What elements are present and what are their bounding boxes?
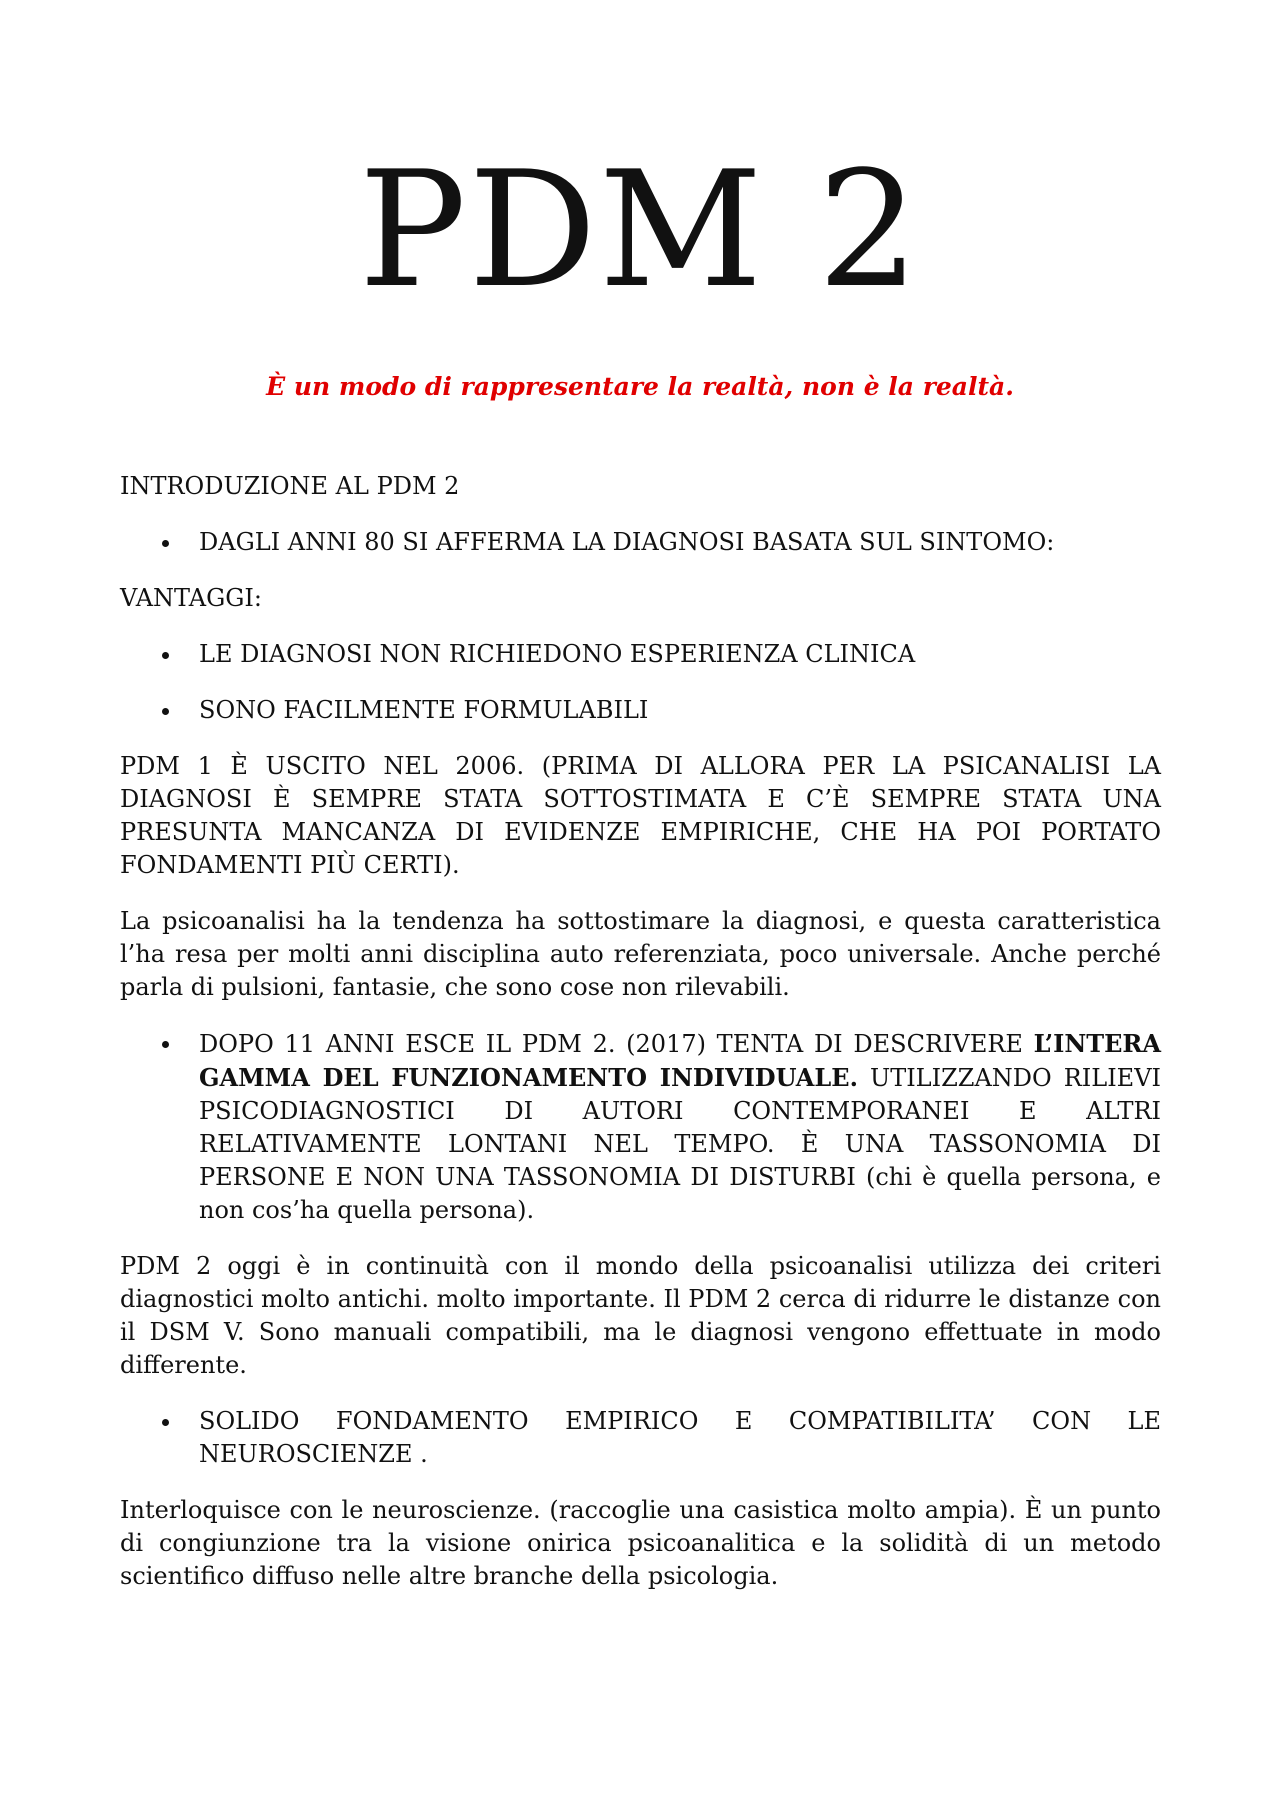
intro-heading: INTRODUZIONE AL PDM 2 [120, 472, 460, 500]
bullet-icon [162, 652, 169, 659]
paragraph-pdm1: PDM 1 È USCITO NEL 2006. (PRIMA DI ALLORA PER LA PSICANALISI LA DIAGNOSI È SEMPRE STATA SOTTOSTIMATA E C’È SEMPRE STATA UNA PRESUNTA MANCANZA DI EVIDENZE EMPIRICHE, CHE HA POI PORTATO FONDAMENTI PIÙ CERTI). [120, 752, 1161, 879]
bullet-list-pdm2 [120, 1027, 1161, 1227]
bullet-icon [162, 1041, 169, 1048]
paragraph-interloquisce: Interloquisce con le neuroscienze. (raccoglie una casistica molto ampia). È un punto di congiunzione tra la visione onirica psicoanalitica e la solidità di un metodo scientifico diffuso nelle altre branche della psicologia. [120, 1496, 1161, 1590]
list-item [199, 526, 1161, 559]
list-item-text: SONO FACILMENTE FORMULABILI [199, 696, 649, 724]
list-item-text: DAGLI ANNI 80 SI AFFERMA LA DIAGNOSI BASATA SUL SINTOMO: [199, 528, 1055, 556]
list-item [199, 694, 1161, 727]
bullet-icon [162, 1419, 169, 1426]
page-title: PDM 2 [358, 136, 922, 323]
bullet-list-solido [120, 1405, 1161, 1471]
bullet-list-intro [120, 526, 1161, 559]
list-item [199, 1405, 1161, 1471]
list-item-text: SOLIDO FONDAMENTO EMPIRICO E COMPATIBILITA’ CON LE NEUROSCIENZE . [199, 1407, 1161, 1468]
paragraph-pdm2-oggi: PDM 2 oggi è in continuità con il mondo della psicoanalisi utilizza dei criteri diagnostici molto antichi. molto importante. Il PDM 2 cerca di ridurre le distanze con il DSM V. Sono manuali compatibili, ma le diagnosi vengono effettuate in modo differente. [120, 1252, 1161, 1379]
list-item-text-after: UTILIZZANDO RILIEVI PSICODIAGNOSTICI DI AUTORI CONTEMPORANEI E ALTRI RELATIVAMENTE LONTANI NEL TEMPO. È UNA TASSONOMIA DI PERSONE E NON UNA TASSONOMIA DI DISTURBI (chi è quella persona, e non cos’ha quella persona). [199, 1064, 1162, 1224]
bullet-list-vantaggi [120, 638, 1161, 727]
bullet-icon [162, 708, 169, 715]
vantaggi-heading: VANTAGGI: [120, 584, 262, 612]
subtitle-quote: È un modo di rappresentare la realtà, non è la realtà. [266, 372, 1014, 401]
list-item-text-before: DOPO 11 ANNI ESCE IL PDM 2. (2017) TENTA DI DESCRIVERE [199, 1030, 1034, 1058]
list-item-text: LE DIAGNOSI NON RICHIEDONO ESPERIENZA CLINICA [199, 640, 916, 668]
list-item [199, 1027, 1161, 1227]
bullet-icon [162, 540, 169, 547]
paragraph-psicoanalisi: La psicoanalisi ha la tendenza ha sottostimare la diagnosi, e questa caratteristica l’ha resa per molti anni disciplina auto referenziata, poco universale. Anche perché parla di pulsioni, fantasie, che sono cose non rilevabili. [120, 907, 1161, 1001]
document-body [120, 470, 1161, 1616]
list-item [199, 638, 1161, 671]
list-item-text-bold: L’INTERA GAMMA DEL FUNZIONAMENTO INDIVIDUALE. [199, 1029, 1161, 1092]
